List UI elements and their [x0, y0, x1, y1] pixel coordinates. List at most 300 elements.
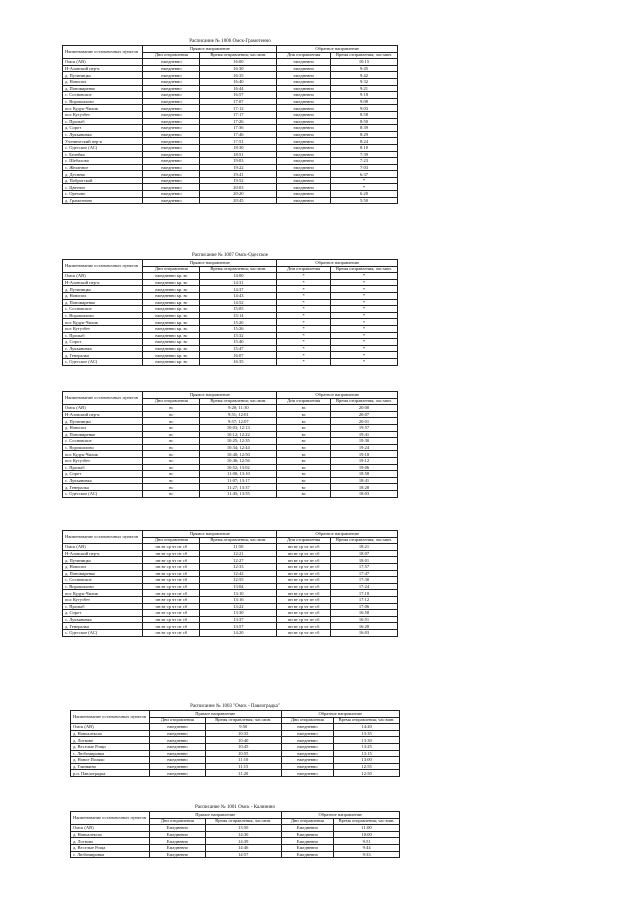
- reverse-time: 7:39: [330, 151, 397, 158]
- reverse-time: 16:28: [330, 623, 397, 630]
- direct-days: ежедневно: [149, 730, 205, 737]
- reverse-time: 20:00: [330, 405, 397, 412]
- direct-days: ежедневно кр. вс: [143, 345, 200, 352]
- direct-days: вс: [143, 457, 200, 464]
- direct-time: 13:37: [200, 616, 277, 623]
- reverse-days: пн вт ср чт пт сб: [277, 623, 331, 630]
- stop-name: с. Пролыб: [63, 603, 143, 610]
- direct-days: ежедневно: [143, 191, 200, 198]
- direct-time: 12:27: [200, 557, 277, 564]
- reverse-days: пн вт ср чт пт сб: [277, 557, 331, 564]
- direct-time: 13:22: [200, 603, 277, 610]
- schedule-table: [62, 530, 398, 637]
- reverse-days: *: [277, 325, 331, 332]
- reverse-days: пн вт ср чт пт сб: [277, 550, 331, 557]
- reverse-time: 18:21: [330, 544, 397, 551]
- table-row: [63, 570, 398, 577]
- stop-name: д. Пономаренко: [63, 570, 143, 577]
- stop-name: с. Шебалово: [63, 158, 143, 165]
- reverse-time: 9:08: [330, 98, 397, 105]
- direct-days: пн вт ср чт пт сб: [143, 623, 200, 630]
- reverse-days: ежедневно: [277, 111, 331, 118]
- direct-time: 19:22: [200, 164, 277, 171]
- reverse-time: 20:07: [330, 411, 397, 418]
- direct-time: 14:00: [200, 273, 277, 280]
- reverse-days: *: [277, 286, 331, 293]
- table-row: [63, 431, 398, 438]
- reverse-days: пн вт ср чт пт сб: [277, 610, 331, 617]
- reverse-days: *: [277, 339, 331, 346]
- stop-name: с. Одесское (АС): [63, 490, 143, 497]
- stop-name: с. Орехово: [63, 191, 143, 198]
- direct-time: 13:10: [200, 590, 277, 597]
- stop-name: д. Пономаренко: [63, 85, 143, 92]
- reverse-days: ежедневно: [277, 92, 331, 99]
- direct-time: 14:39: [205, 838, 281, 845]
- reverse-days: ежедневно: [277, 59, 331, 66]
- direct-time: 10:40; 12:50: [200, 451, 277, 458]
- direct-time: 16:40: [200, 78, 277, 85]
- stop-name: с. Любомировка: [71, 851, 150, 858]
- schedule-1007-weekdays: [62, 530, 398, 637]
- direct-time: 16:57: [200, 92, 277, 99]
- reverse-time: 6:20: [330, 191, 397, 198]
- direct-days: пн вт ср чт пт сб: [143, 616, 200, 623]
- reverse-time: 18:03: [330, 490, 397, 497]
- schedule-title: Расписание № 1003 "Омск - Павлоградка": [190, 704, 280, 709]
- stop-name: с. Одесское (АС): [63, 358, 143, 365]
- reverse-time: 8:10: [330, 144, 397, 151]
- header-dep-time: Время отправления; час:мин.: [200, 398, 277, 405]
- direct-days: ежедневно кр. вс: [143, 325, 200, 332]
- direct-time: 11:20: [205, 770, 281, 777]
- stop-name: д. Сорот: [63, 339, 143, 346]
- reverse-days: ежедневно: [277, 158, 331, 165]
- direct-days: вс: [143, 464, 200, 471]
- table-row: [63, 144, 398, 151]
- direct-days: ежедневно: [143, 177, 200, 184]
- reverse-time: 9:42: [330, 72, 397, 79]
- reverse-days: ежедневно: [277, 191, 331, 198]
- table-row: [63, 451, 398, 458]
- stop-name: д. Новопол: [63, 292, 143, 299]
- header-reverse: Обратное направление: [277, 46, 398, 53]
- direct-days: ежедневно: [149, 763, 205, 770]
- reverse-time: 9:18: [330, 92, 397, 99]
- table-row: [63, 629, 398, 636]
- table-row: [71, 730, 400, 737]
- reverse-days: ежедневно: [281, 724, 334, 731]
- reverse-time: 14:20: [334, 724, 400, 731]
- direct-time: 13:50: [205, 825, 281, 832]
- reverse-days: ежедневно: [281, 750, 334, 757]
- direct-days: ежедневно: [143, 138, 200, 145]
- stop-name: с. Ворошилово: [63, 98, 143, 105]
- table-row: [63, 610, 398, 617]
- reverse-days: вс: [277, 484, 331, 491]
- reverse-time: *: [330, 345, 397, 352]
- reverse-time: *: [330, 332, 397, 339]
- direct-time: 17:07: [200, 98, 277, 105]
- direct-time: 13:57: [200, 623, 277, 630]
- reverse-days: вс: [277, 457, 331, 464]
- direct-time: 11:45; 13:55: [200, 490, 277, 497]
- direct-days: ежедневно: [143, 78, 200, 85]
- direct-time: 12:42: [200, 570, 277, 577]
- direct-time: 10:03; 12:13: [200, 424, 277, 431]
- table-row: [63, 319, 398, 326]
- table-row: [71, 770, 400, 777]
- direct-days: ежедневно: [143, 92, 200, 99]
- stop-name: пос Кудук-Чилик: [63, 319, 143, 326]
- table-row: [63, 273, 398, 280]
- reverse-days: *: [277, 345, 331, 352]
- direct-time: 12:55: [200, 577, 277, 584]
- direct-days: ежедневно: [143, 125, 200, 132]
- direct-time: 15:32: [200, 332, 277, 339]
- direct-days: ежедневно: [143, 164, 200, 171]
- reverse-days: *: [277, 273, 331, 280]
- direct-days: ежедневно кр. вс: [143, 279, 200, 286]
- table-row: [63, 306, 398, 313]
- reverse-days: пн вт ср чт пт сб: [277, 570, 331, 577]
- table-row: [71, 757, 400, 764]
- reverse-days: ежедневно: [277, 138, 331, 145]
- table-row: [63, 158, 398, 165]
- schedule-1003: [70, 703, 400, 777]
- table-row: [63, 85, 398, 92]
- direct-time: 13:04: [200, 583, 277, 590]
- reverse-days: Ежедневно: [281, 825, 334, 832]
- table-row: [63, 105, 398, 112]
- direct-time: 9:57; 12:07: [200, 418, 277, 425]
- header-dep-days: Дни отправления: [149, 818, 205, 825]
- header-dep-time: Время отправления; час:мин.: [200, 52, 277, 59]
- reverse-time: *: [330, 273, 397, 280]
- table-row: [63, 111, 398, 118]
- direct-time: 20:20: [200, 191, 277, 198]
- header-direct: Прямое направление: [143, 392, 277, 399]
- reverse-time: 17:18: [330, 590, 397, 597]
- direct-days: ежедневно: [143, 111, 200, 118]
- direct-days: ежедневно: [143, 105, 200, 112]
- table-row: [63, 563, 398, 570]
- header-dep-days: Дни отправления: [149, 717, 205, 724]
- reverse-time: 6:37: [330, 171, 397, 178]
- stop-name: Ученический пер-к: [63, 138, 143, 145]
- header-dep-time: Время отправления; час:мин.: [330, 398, 397, 405]
- header-dep-time: Время отправления; час:мин.: [200, 537, 277, 544]
- reverse-time: *: [330, 312, 397, 319]
- reverse-time: 17:47: [330, 570, 397, 577]
- stop-name: с. Сосновское: [63, 438, 143, 445]
- direct-time: 10:52; 13:02: [200, 464, 277, 471]
- table-row: [63, 151, 398, 158]
- header-direct: Прямое направление: [143, 531, 277, 538]
- stop-name: д. Логвово: [71, 838, 150, 845]
- direct-days: ежедневно кр. вс: [143, 332, 200, 339]
- table-row: [71, 825, 400, 832]
- reverse-time: 13:00: [334, 757, 400, 764]
- reverse-time: 9:32: [330, 78, 397, 85]
- reverse-days: пн вт ср чт пт сб: [277, 596, 331, 603]
- reverse-time: 10:15: [330, 59, 397, 66]
- stop-name: с. Сосновское: [63, 577, 143, 584]
- header-dep-days: Дни отправления: [143, 266, 200, 273]
- direct-days: пн вт ср чт пт сб: [143, 563, 200, 570]
- direct-time: 10:12; 12:22: [200, 431, 277, 438]
- direct-days: вс: [143, 424, 200, 431]
- schedule-table: [70, 811, 400, 858]
- header-dep-days: Дни отправления: [277, 52, 331, 59]
- direct-days: ежедневно кр. вс: [143, 319, 200, 326]
- stop-name: д. Глинкино: [71, 763, 150, 770]
- stop-name: р.п. Павлоградка: [71, 770, 150, 777]
- direct-days: ежедневно кр. вс: [143, 358, 200, 365]
- stop-name: с. Пролыб: [63, 118, 143, 125]
- direct-days: ежедневно: [143, 197, 200, 204]
- direct-time: 20:45: [200, 197, 277, 204]
- stop-name: Омск (АВ): [63, 59, 143, 66]
- stop-name: с. Лукьяновка: [63, 131, 143, 138]
- reverse-time: 17:57: [330, 563, 397, 570]
- header-stop-name: Наименование остановочных пунктов: [71, 711, 150, 724]
- reverse-time: 17:12: [330, 596, 397, 603]
- direct-days: пн вт ср чт пт сб: [143, 596, 200, 603]
- header-reverse: Обратное направление: [277, 260, 398, 267]
- table-row: [63, 197, 398, 204]
- reverse-days: *: [277, 312, 331, 319]
- reverse-days: ежедневно: [277, 98, 331, 105]
- table-row: [63, 78, 398, 85]
- table-row: [63, 312, 398, 319]
- stop-name: пос Кудук-Чилик: [63, 590, 143, 597]
- direct-days: пн вт ср чт пт сб: [143, 583, 200, 590]
- schedule-1001: [70, 804, 400, 858]
- reverse-time: 8:58: [330, 111, 397, 118]
- table-row: [63, 65, 398, 72]
- reverse-time: 8:24: [330, 138, 397, 145]
- reverse-time: *: [330, 299, 397, 306]
- reverse-days: пн вт ср чт пт сб: [277, 583, 331, 590]
- reverse-days: *: [277, 332, 331, 339]
- table-row: [63, 292, 398, 299]
- direct-time: 16:07: [200, 352, 277, 359]
- table-row: [63, 299, 398, 306]
- schedule-title: Расписание № 1007 Омск-Одесское: [191, 253, 269, 258]
- table-row: [63, 72, 398, 79]
- reverse-time: 5:50: [330, 197, 397, 204]
- direct-days: Ежедневно: [149, 851, 205, 858]
- reverse-time: 9:51: [334, 838, 400, 845]
- stop-name: с. Ворошилово: [63, 312, 143, 319]
- direct-time: 11:27; 13:37: [200, 484, 277, 491]
- reverse-time: 17:30: [330, 577, 397, 584]
- direct-time: 12:33: [200, 563, 277, 570]
- schedule-table: [62, 259, 398, 366]
- reverse-time: 7:23: [330, 158, 397, 165]
- direct-days: ежедневно: [143, 85, 200, 92]
- reverse-days: ежедневно: [277, 78, 331, 85]
- reverse-time: *: [330, 319, 397, 326]
- table-row: [63, 550, 398, 557]
- stop-name: с. Белейка: [63, 151, 143, 158]
- direct-time: 11:10: [205, 757, 281, 764]
- table-row: [63, 583, 398, 590]
- table-row: [71, 838, 400, 845]
- stop-name: д. Пономаренко: [63, 431, 143, 438]
- reverse-time: 8:39: [330, 125, 397, 132]
- direct-days: ежедневно кр. вс: [143, 352, 200, 359]
- reverse-days: пн вт ср чт пт сб: [277, 616, 331, 623]
- direct-days: ежедневно кр. вс: [143, 273, 200, 280]
- schedule-1006: [62, 38, 398, 204]
- stop-name: д. Новопол: [63, 424, 143, 431]
- stop-name: с. Одесское (АС): [63, 629, 143, 636]
- direct-time: 17:36: [200, 125, 277, 132]
- direct-days: ежедневно: [149, 724, 205, 731]
- reverse-time: 16:58: [330, 610, 397, 617]
- reverse-days: ежедневно: [277, 197, 331, 204]
- table-row: [63, 125, 398, 132]
- table-row: [63, 332, 398, 339]
- table-row: [63, 118, 398, 125]
- direct-time: 9:20; 11:30: [200, 405, 277, 412]
- table-row: [63, 590, 398, 597]
- header-dep-days: Дни отправления: [277, 266, 331, 273]
- direct-time: 17:26: [200, 118, 277, 125]
- reverse-time: 16:51: [330, 616, 397, 623]
- header-direct: Прямое направление: [149, 812, 281, 819]
- direct-days: вс: [143, 431, 200, 438]
- table-row: [71, 844, 400, 851]
- table-row: [63, 457, 398, 464]
- direct-time: 13:30: [200, 610, 277, 617]
- reverse-days: ежедневно: [281, 757, 334, 764]
- schedule-1007-sunday: [62, 391, 398, 498]
- reverse-days: вс: [277, 451, 331, 458]
- table-row: [71, 851, 400, 858]
- header-dep-days: Дни отправления: [281, 717, 334, 724]
- table-row: [63, 352, 398, 359]
- direct-days: пн вт ср чт пт сб: [143, 629, 200, 636]
- table-row: [63, 325, 398, 332]
- stop-name: д. Генералка: [63, 623, 143, 630]
- direct-time: 10:35: [205, 730, 281, 737]
- direct-days: вс: [143, 484, 200, 491]
- reverse-days: ежедневно: [281, 743, 334, 750]
- reverse-days: вс: [277, 477, 331, 484]
- direct-time: 19:52: [200, 177, 277, 184]
- direct-days: ежедневно: [143, 72, 200, 79]
- reverse-time: 19:24: [330, 444, 397, 451]
- table-row: [63, 444, 398, 451]
- table-row: [71, 831, 400, 838]
- reverse-days: ежедневно: [277, 151, 331, 158]
- table-row: [63, 184, 398, 191]
- reverse-time: 7:03: [330, 164, 397, 171]
- header-dep-time: Время отправления; час:мин.: [205, 818, 281, 825]
- reverse-time: *: [330, 286, 397, 293]
- header-dep-time: Время отправления; час:мин.: [200, 266, 277, 273]
- reverse-time: 20:01: [330, 418, 397, 425]
- table-row: [63, 405, 398, 412]
- reverse-days: вс: [277, 490, 331, 497]
- reverse-time: 13:30: [334, 737, 400, 744]
- reverse-time: 8:29: [330, 131, 397, 138]
- direct-time: 15:05: [200, 306, 277, 313]
- direct-time: 9:51; 12:01: [200, 411, 277, 418]
- direct-days: ежедневно: [149, 757, 205, 764]
- table-row: [63, 171, 398, 178]
- reverse-days: ежедневно: [277, 118, 331, 125]
- table-row: [63, 98, 398, 105]
- reverse-time: 19:57: [330, 424, 397, 431]
- direct-time: 10:25; 12:35: [200, 438, 277, 445]
- direct-days: вс: [143, 405, 200, 412]
- table-row: [63, 418, 398, 425]
- direct-days: ежедневно: [143, 184, 200, 191]
- reverse-time: 13:35: [334, 730, 400, 737]
- direct-time: 10:40: [205, 737, 281, 744]
- reverse-time: 9:21: [330, 85, 397, 92]
- header-dep-time: Время отправления; час:мин.: [334, 818, 400, 825]
- stop-name: Н-Азовский пер-к: [63, 411, 143, 418]
- header-dep-days: Дни отправления: [277, 398, 331, 405]
- reverse-days: *: [277, 306, 331, 313]
- reverse-time: *: [330, 292, 397, 299]
- direct-days: ежедневно: [143, 118, 200, 125]
- stop-name: с. Одесское (АС): [63, 144, 143, 151]
- table-row: [63, 484, 398, 491]
- header-reverse: Обратное направление: [277, 392, 398, 399]
- direct-days: ежедневно: [143, 151, 200, 158]
- reverse-days: ежедневно: [277, 131, 331, 138]
- table-row: [63, 464, 398, 471]
- reverse-days: ежедневно: [277, 177, 331, 184]
- reverse-time: 18:41: [330, 477, 397, 484]
- header-dep-time: Время отправления; час:мин.: [330, 266, 397, 273]
- table-row: [63, 138, 398, 145]
- stop-name: пос Кудук-Чилик: [63, 105, 143, 112]
- reverse-days: вс: [277, 418, 331, 425]
- table-row: [71, 763, 400, 770]
- stop-name: д. Веселые Роща: [71, 844, 150, 851]
- stop-name: Омск (АВ): [63, 273, 143, 280]
- direct-time: 10:55: [205, 750, 281, 757]
- stop-name: д. Путиницко: [63, 286, 143, 293]
- table-row: [63, 424, 398, 431]
- stop-name: д. Логвово: [71, 737, 150, 744]
- direct-days: ежедневно: [149, 737, 205, 744]
- stop-name: Н-Азовский пер-к: [63, 550, 143, 557]
- reverse-time: 17:06: [330, 603, 397, 610]
- direct-time: 16:30: [200, 65, 277, 72]
- direct-time: 15:40: [200, 339, 277, 346]
- direct-time: 18:51: [200, 151, 277, 158]
- stop-name: Омск (АВ): [63, 405, 143, 412]
- header-dep-time: Время отправления; час:мин.: [330, 537, 397, 544]
- reverse-time: 18:07: [330, 550, 397, 557]
- reverse-time: 9:45: [330, 65, 397, 72]
- direct-days: ежедневно: [143, 59, 200, 66]
- direct-days: пн вт ср чт пт сб: [143, 557, 200, 564]
- direct-days: пн вт ср чт пт сб: [143, 570, 200, 577]
- stop-name: д. Путиницко: [63, 418, 143, 425]
- stop-name: с. Пролыб: [63, 464, 143, 471]
- stop-name: с. Сосновское: [63, 306, 143, 313]
- header-dep-time: Время отправления; час:мин.: [334, 717, 400, 724]
